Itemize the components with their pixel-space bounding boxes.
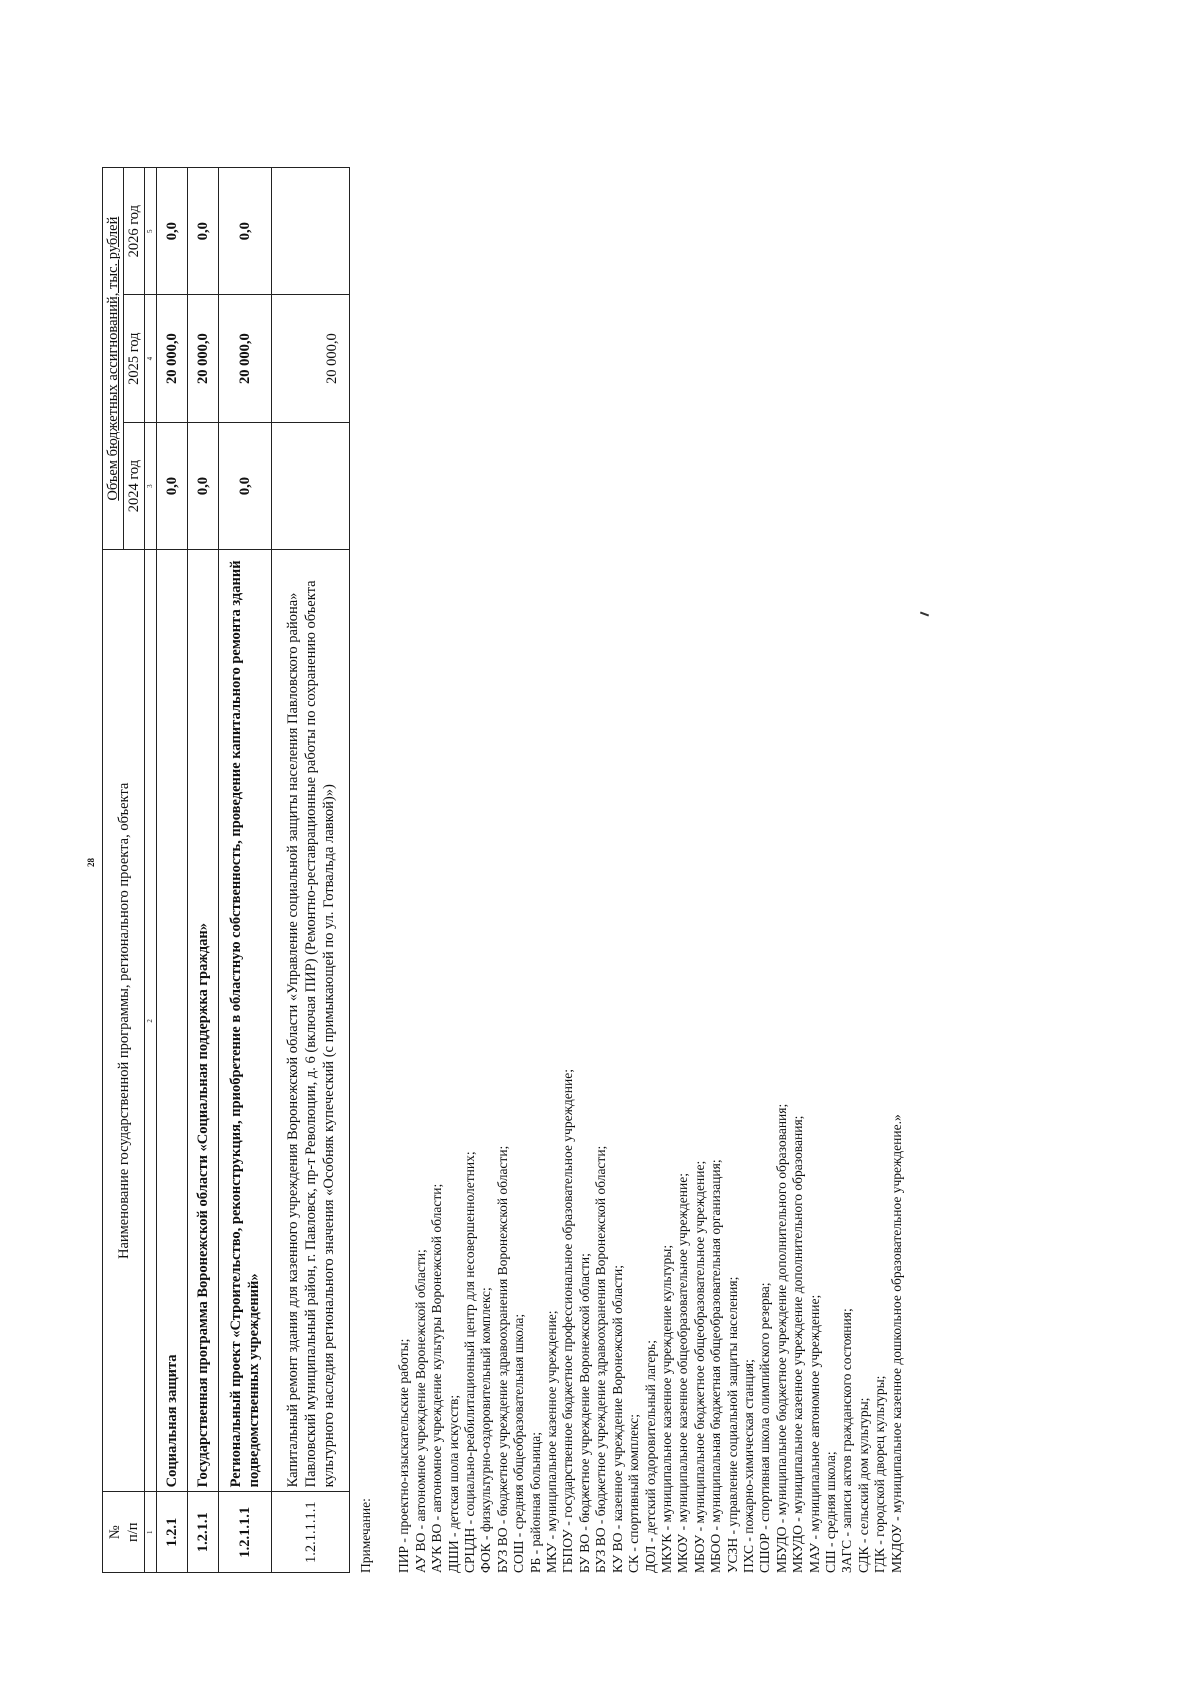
notes-title: Примечание: — [358, 1498, 373, 1573]
col-number: 4 — [145, 295, 157, 423]
row-num: 1.2.1.1 — [188, 1492, 219, 1573]
row-value-2024 — [272, 422, 350, 549]
note-item: МБОУ - муниципальное бюджетное общеобразовательное учреждение; — [691, 1160, 707, 1573]
table-row — [188, 168, 219, 1573]
row-value-2025: 20 000,0 — [188, 295, 219, 423]
table-header-row — [103, 168, 124, 1573]
row-value-2025: 20 000,0 — [272, 295, 350, 423]
note-item: БУЗ ВО - бюджетное учреждение здравоохранения Воронежской области; — [593, 1145, 609, 1573]
note-item: СШ - средняя школа; — [822, 1451, 838, 1573]
row-value-2026: 0,0 — [219, 168, 272, 295]
note-item: СДК - сельский дом культуры; — [855, 1397, 871, 1573]
note-item: РБ - районная больница; — [527, 1432, 543, 1573]
note-item: МКДОУ - муниципальное казенное дошкольное образовательное учреждение.» — [888, 1114, 904, 1573]
notes-section — [358, 173, 905, 1573]
row-name: Социальная защита — [157, 550, 188, 1492]
row-name: Региональный проект «Строительство, реконструкция, приобретение в областную собственность, проведение капитального ремонта зданий подведомственных учреждений» — [219, 550, 272, 1492]
row-name: Государственная программа Воронежской области «Социальная поддержка граждан» — [188, 550, 219, 1492]
note-item: БУ ВО - бюджетное учреждение Воронежской области; — [576, 1253, 592, 1573]
note-item: КУ ВО - казенное учреждение Воронежской области; — [609, 1264, 625, 1573]
note-item: ЗАГС - записи актов гражданского состояния; — [839, 1308, 855, 1573]
note-item: ДШИ - детская шола искусств; — [445, 1394, 461, 1573]
header-num: № п/п — [103, 1492, 145, 1573]
note-item: АУК ВО - автономное учреждение культуры Воронежской области; — [429, 1183, 445, 1573]
header-year-2026: 2026 год — [124, 168, 145, 295]
note-item: УСЗН - управление социальной защиты населения; — [724, 1276, 740, 1573]
note-item: ГДК - городской дворец культуры; — [872, 1375, 888, 1573]
note-item: АУ ВО - автономное учреждение Воронежской области; — [412, 1249, 428, 1573]
note-item: МБУДО - муниципальное бюджетное учреждение дополнительного образования; — [773, 1103, 789, 1573]
note-item: СК - спортивный комплекс; — [626, 1413, 642, 1573]
budget-table — [102, 167, 350, 1573]
row-value-2025: 20 000,0 — [157, 295, 188, 423]
note-item: ФОК - физкультурно-оздоровительный комплекс; — [478, 1287, 494, 1573]
note-item: ПХС - пожарно-химическая станция; — [740, 1359, 756, 1573]
note-item: ПИР - проектно-изыскательские работы; — [396, 1338, 412, 1573]
header-year-2024: 2024 год — [124, 422, 145, 549]
row-value-2024: 0,0 — [157, 422, 188, 549]
header-budget — [103, 168, 124, 550]
note-item: МБОО - муниципальная бюджетная общеобразовательная организация; — [708, 1159, 724, 1573]
note-item: МКУДО - муниципальное казенное учреждение дополнительного образования; — [790, 1115, 806, 1573]
col-number: 2 — [145, 550, 157, 1492]
row-value-2026 — [272, 168, 350, 295]
row-value-2024: 0,0 — [219, 422, 272, 549]
note-item: СШОР - спортивная школа олимпийского резерва; — [757, 1282, 773, 1573]
row-value-2026: 0,0 — [188, 168, 219, 295]
row-value-2026: 0,0 — [157, 168, 188, 295]
stray-mark — [920, 612, 929, 617]
note-item: МКУК - муниципальное казенное учреждение культуры; — [658, 1244, 674, 1573]
header-year-2025: 2025 год — [124, 295, 145, 423]
note-item: ГБПОУ - государственное бюджетное профессиональное образовательное учреждение; — [560, 1069, 576, 1573]
col-number: 1 — [145, 1492, 157, 1573]
header-budget-label: Объем бюджетных ассигнований, тыс. рублей — [105, 216, 121, 501]
note-item: ДОЛ - детский оздоровительный лагерь; — [642, 1340, 658, 1573]
note-item: МКУ - муниципальное казенное учреждение; — [544, 1310, 560, 1573]
note-item: СРЦДН - социально-реабилитационный центр для несовершеннолетних; — [462, 1151, 478, 1573]
row-num: 1.2.1 — [157, 1492, 188, 1573]
note-item: БУЗ ВО - бюджетное учреждение здравоохранения Воронежской области; — [494, 1145, 510, 1573]
page-number: 28 — [86, 858, 96, 867]
note-item: МАУ - муниципальное автономное учреждение; — [806, 1294, 822, 1573]
header-name: Наименование государственной программы, регионального проекта, объекта — [103, 550, 145, 1492]
note-item: СОШ - средняя общеобразовательная школа; — [511, 1313, 527, 1573]
row-value-2025: 20 000,0 — [219, 295, 272, 423]
note-item: МКОУ - муниципальное казенное общеобразовательное учреждение; — [675, 1173, 691, 1573]
row-num: 1.2.1.1.1 — [219, 1492, 272, 1573]
row-num: 1.2.1.1.1.1 — [272, 1492, 350, 1573]
row-value-2024: 0,0 — [188, 422, 219, 549]
column-number-row — [145, 168, 157, 1573]
table-row — [219, 168, 272, 1573]
col-number: 5 — [145, 168, 157, 295]
col-number: 3 — [145, 422, 157, 549]
table-row — [272, 168, 350, 1573]
table-row — [157, 168, 188, 1573]
row-name: Капитальный ремонт здания для казенного учреждения Воронежской области «Управление социальной защиты населения Павловского района» Павловский муниципальный район, г. Павловск, пр-т Революции, д. 6 (включая ПИР) (Ремонтно-реставрационные работы по сохранению объекта культурного наследия регионального значения «Особняк купеческий (с примыкающей по ул. Готвальда лавкой)») — [272, 550, 350, 1492]
